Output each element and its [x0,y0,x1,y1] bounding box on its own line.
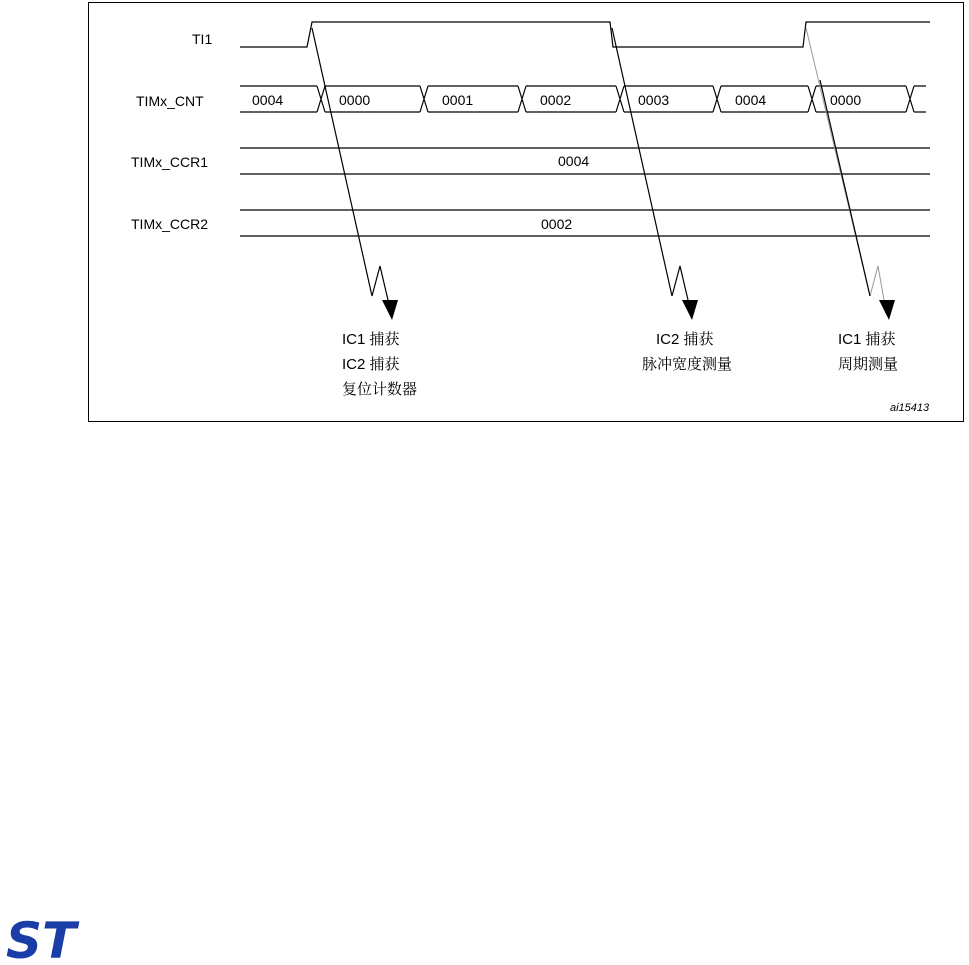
st-logo-text: ST [6,914,77,962]
ti1-label: TI1 [192,31,213,47]
annotation-third-line-2: 周期测量 [838,356,899,373]
cnt-value-2: 0001 [442,92,474,108]
ccr2-value: 0002 [541,216,573,232]
annotation-second [642,330,732,373]
annotation-first [342,330,417,398]
cnt-label: TIMx_CNT [136,93,204,109]
annotation-first-line-3: 复位计数器 [342,381,418,398]
ccr1-value: 0004 [558,153,590,169]
annotation-second-line-1: IC2 捕获 [656,331,714,348]
annotation-first-line-2: IC2 捕获 [342,356,400,373]
cnt-value-0: 0004 [252,92,284,108]
ti1-waveform [240,22,930,47]
annotation-third [838,330,898,373]
annotation-third-line-1: IC1 捕获 [838,331,896,348]
cnt-value-4: 0003 [638,92,670,108]
annotation-first-line-1: IC1 捕获 [342,331,400,348]
cnt-value-1: 0000 [339,92,371,108]
cnt-value-3: 0002 [540,92,572,108]
cnt-value-5: 0004 [735,92,767,108]
ccr1-label: TIMx_CCR1 [131,154,209,170]
st-logo [4,914,88,962]
annotation-second-line-2: 脉冲宽度测量 [642,356,733,373]
figure-id: ai15413 [890,402,930,414]
cnt-value-6: 0000 [830,92,862,108]
ccr2-label: TIMx_CCR2 [131,216,209,232]
